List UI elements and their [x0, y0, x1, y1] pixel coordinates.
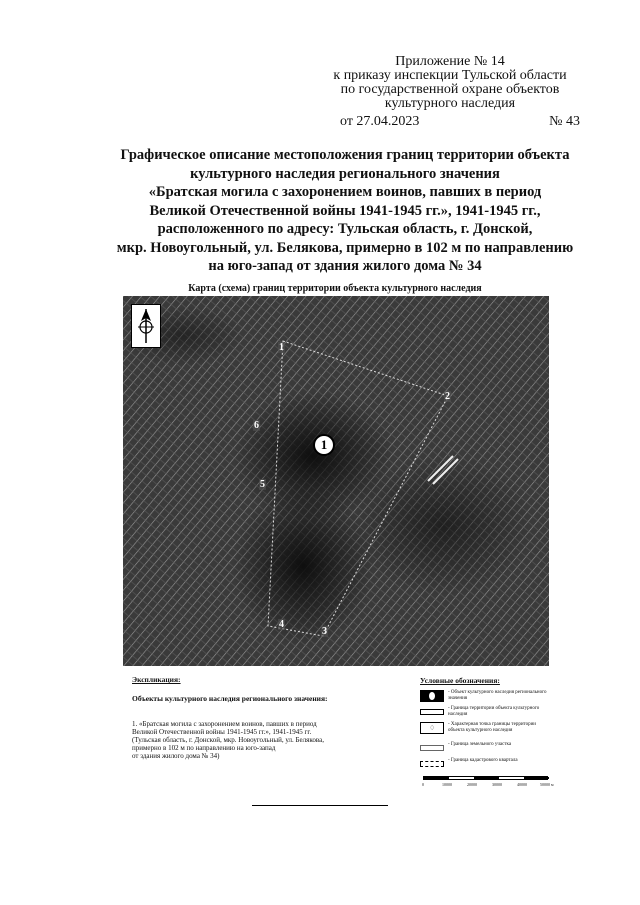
explication-text [132, 720, 392, 760]
title-line: Великой Отечественной войны 1941-1945 гг.», 1941-1945 гг., [149, 202, 541, 219]
object-symbol-icon [420, 690, 444, 702]
explication-heading: Экспликация: [132, 675, 181, 684]
cadastral-quarter-symbol-icon [420, 761, 444, 767]
boundary-point-5: 5 [260, 479, 265, 490]
legend-title: Условные обозначения: [420, 676, 500, 685]
appendix-line: культурного наследия [384, 96, 516, 111]
scale-label: 50000 м [540, 782, 554, 787]
map-caption: Карта (схема) границ территории объекта культурного наследия [188, 283, 482, 294]
legend-text: - Граница земельного участка [448, 742, 512, 747]
appendix-line: по государственной охране объектов [340, 82, 560, 97]
explication [132, 676, 392, 760]
north-arrow-icon [131, 304, 161, 348]
appendix-line: к приказу инспекции Тульской области [333, 68, 567, 83]
title-line: на юго-запад от здания жилого дома № 34 [208, 258, 482, 274]
boundary-point-1: 1 [279, 342, 284, 353]
appendix-line: Приложение № 14 [395, 54, 505, 69]
bottom-divider [252, 805, 388, 806]
boundary-point-symbol-icon: ♢ [420, 722, 444, 734]
scale-label: 10000 [442, 782, 452, 787]
scale-bar [423, 776, 548, 780]
title-line: культурного наследия регионального значения [190, 165, 500, 182]
explication-subheading: Объекты культурного наследия регионального значения: [132, 694, 328, 703]
explication-line: примерно в 102 м по направлению на юго-запад [132, 744, 276, 752]
territory-boundary-symbol-icon [420, 709, 444, 715]
map-satellite-texture [123, 296, 549, 666]
explication-line: 1. «Братская могила с захоронением воинов, павших в период [132, 720, 317, 728]
legend [420, 676, 580, 787]
legend-text: - Граница кадастрового квартала [448, 758, 518, 763]
title-line: мкр. Новоугольный, ул. Белякова, примерно в 102 м по направлению [116, 239, 574, 256]
explication-line: Великой Отечественной войны 1941-1945 гг.», 1941-1945 гг. [132, 728, 312, 736]
scale-label: 0 [422, 782, 424, 787]
title-line: Графическое описание местоположения границ территории объекта [120, 147, 570, 163]
legend-text: - Граница территории объекта культурного наследия [448, 706, 540, 717]
title-line: расположенного по адресу: Тульская область, г. Донской, [157, 221, 533, 237]
scale-label: 30000 [492, 782, 502, 787]
boundary-point-4: 4 [279, 619, 284, 630]
order-date: от 27.04.2023 [340, 114, 420, 129]
title-line: «Братская могила с захоронением воинов, павших в период [148, 184, 542, 200]
boundary-point-2: 2 [445, 391, 450, 402]
boundary-point-6: 6 [254, 420, 259, 431]
order-number: № 43 [549, 114, 580, 129]
land-plot-symbol-icon [420, 745, 444, 751]
legend-text: - Объект культурного наследия регионального значения [448, 690, 547, 701]
map-image [123, 296, 549, 666]
boundary-point-3: 3 [322, 626, 327, 637]
document-title [85, 146, 605, 276]
legend-text: - Характерная точка границы территории объекта культурного наследия [448, 722, 536, 733]
heritage-object-marker: 1 [313, 434, 335, 456]
explication-line: (Тульская область, г. Донской, мкр. Новоугольный, ул. Белякова, [132, 736, 324, 744]
explication-line: от здания жилого дома № 34) [132, 752, 220, 760]
scale-label: 40000 [517, 782, 527, 787]
scale-label: 20000 [467, 782, 477, 787]
appendix-header [300, 55, 600, 111]
